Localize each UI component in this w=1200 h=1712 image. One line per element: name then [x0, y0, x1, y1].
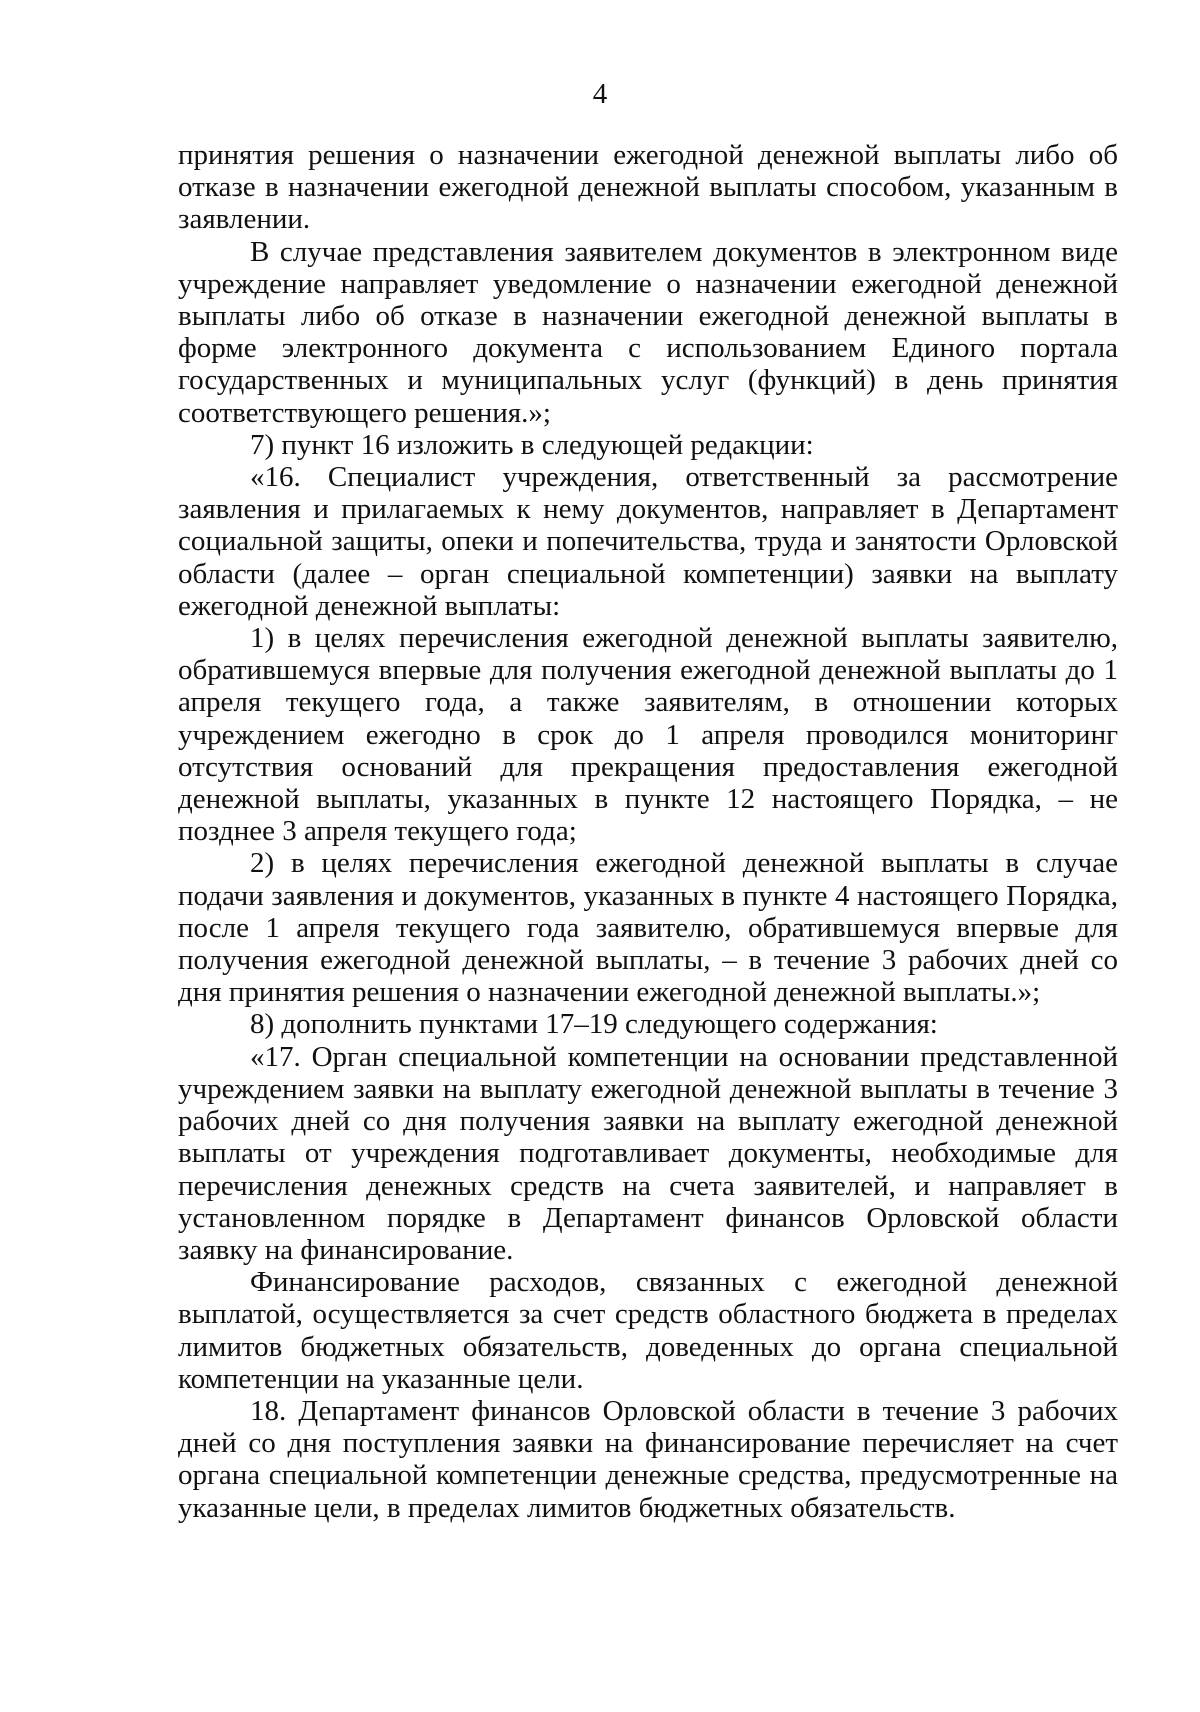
- paragraph-clause-17: «17. Орган специальной компетенции на основании представленной учреждением заявки на выплату ежегодной денежной выплаты в течение 3 рабочих дней со дня получения заявки на выплату ежегодной денежной выплаты от учреждения подготавливает документы, необходимые для перечисления денежных средств на счета заявителей, и направляет в установленном порядке в Департамент финансов Орловской области заявку на финансирование.: [178, 1040, 1118, 1266]
- paragraph-electronic-notification: В случае представления заявителем документов в электронном виде учреждение направляет уведомление о назначении ежегодной денежной выплаты либо об отказе в назначении ежегодной денежной выплаты в форме электронного документа с использованием Единого портала государственных и муниципальных услуг (функций) в день принятия соответствующего решения.»;: [178, 235, 1118, 429]
- paragraph-clause-16: «16. Специалист учреждения, ответственный за рассмотрение заявления и прилагаемых к нему документов, направляет в Департамент социальной защиты, опеки и попечительства, труда и занятости Орловской области (далее – орган специальной компетенции) заявки на выплату ежегодной денежной выплаты:: [178, 461, 1118, 622]
- page-number: 4: [592, 78, 608, 110]
- document-body: [178, 139, 1118, 1524]
- paragraph-clause-18: 18. Департамент финансов Орловской области в течение 3 рабочих дней со дня поступления заявки на финансирование перечисляет на счет органа специальной компетенции денежные средства, предусмотренные на указанные цели, в пределах лимитов бюджетных обязательств.: [178, 1394, 1118, 1524]
- paragraph-item-8: 8) дополнить пунктами 17–19 следующего содержания:: [250, 1008, 938, 1041]
- paragraph-financing: Финансирование расходов, связанных с ежегодной денежной выплатой, осуществляется за счет средств областного бюджета в пределах лимитов бюджетных обязательств, доведенных до органа специальной компетенции на указанные цели.: [178, 1266, 1118, 1395]
- paragraph-continuation: принятия решения о назначении ежегодной денежной выплаты либо об отказе в назначении ежегодной денежной выплаты способом, указанным в заявлении.: [178, 139, 1118, 236]
- paragraph-item-7: 7) пункт 16 изложить в следующей редакции:: [250, 428, 814, 461]
- paragraph-clause-16-subitem-1: 1) в целях перечисления ежегодной денежной выплаты заявителю, обратившемуся впервые для получения ежегодной денежной выплаты до 1 апреля текущего года, а также заявителям, в отношении которых учреждением ежегодно в срок до 1 апреля проводился мониторинг отсутствия оснований для прекращения предоставления ежегодной денежной выплаты, указанных в пункте 12 настоящего Порядка, – не позднее 3 апреля текущего года;: [178, 622, 1118, 848]
- paragraph-clause-16-subitem-2: 2) в целях перечисления ежегодной денежной выплаты в случае подачи заявления и документов, указанных в пункте 4 настоящего Порядка, после 1 апреля текущего года заявителю, обратившемуся впервые для получения ежегодной денежной выплаты, – в течение 3 рабочих дней со дня принятия решения о назначении ежегодной денежной выплаты.»;: [178, 847, 1118, 1009]
